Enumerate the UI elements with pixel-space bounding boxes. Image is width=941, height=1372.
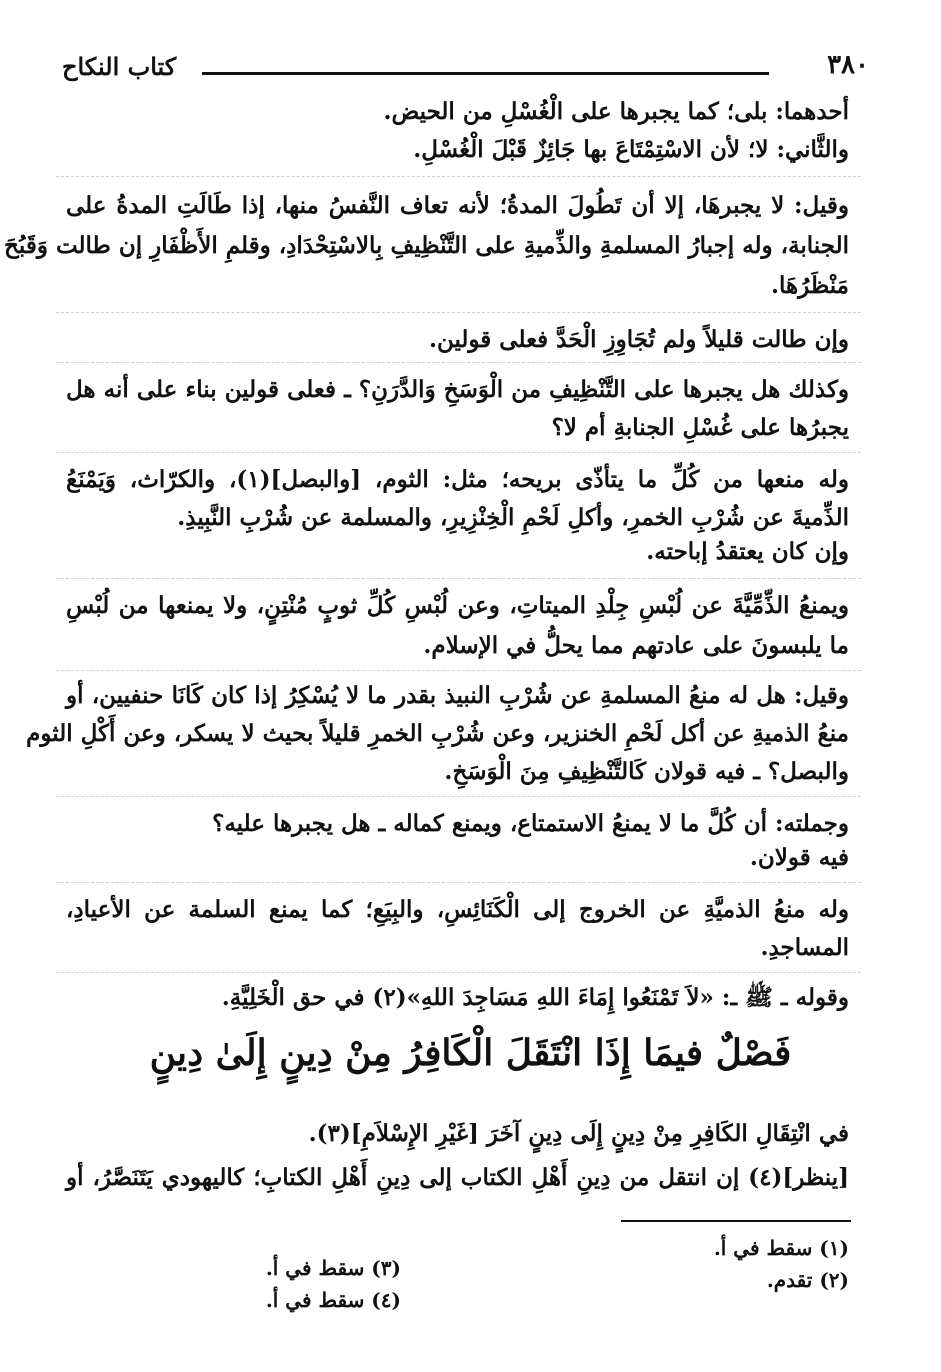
text-line: الجنابة، وله إجبارُ المسلمةِ والذِّميةِ على التَّنْظِيفِ بِالاسْتِحْدَادِ، وقلمِ الأَظْفَارِ إن طالت وَقَبُحَ (4, 232, 849, 259)
text-line: الذِّميةَ عن شُرْبِ الخمرِ، وأكلِ لَحْمِ الْخِنْزِيرِ، والمسلمة عن شُرْبِ النَّبِيذِ. (177, 504, 849, 531)
text-line: فيه قولان. (749, 844, 849, 871)
book-title: كتاب النكاح (62, 52, 177, 81)
text-line: المساجدِ. (760, 934, 849, 961)
paragraph-divider (56, 796, 861, 797)
section-heading: فَصْلٌ فيمَا إِذَا انْتَقَلَ الْكَافِرُ مِنْ دِينٍ إِلَىٰ دِينٍ (149, 1032, 792, 1074)
footnote-3: (٣) سقط في أ. (265, 1256, 401, 1280)
text-line: وله منعُ الذميَّةِ عن الخروج إلى الْكَنَائِسِ، والبِيَعِ؛ كما يمنع السلمة عن الأعيادِ، (66, 896, 849, 923)
footnote-1: (١) سقط في أ. (713, 1236, 849, 1260)
text-line: يجبرُها على غُسْلِ الجنابةِ أم لا؟ (551, 414, 849, 441)
footnote-2: (٢) تقدم. (766, 1268, 849, 1292)
text-line: والثَّاني: لا؛ لأن الاسْتِمْتَاعَ بها جَائِزٌ قَبْلَ الْغُسْلِ. (413, 136, 849, 163)
running-header (62, 50, 869, 90)
footnote-4: (٤) سقط في أ. (265, 1288, 401, 1312)
text-line: وجملته: أن كُلَّ ما لا يمنعُ الاستمتاع، ويمنع كماله ـ هل يجبرها عليه؟ (212, 810, 849, 837)
paragraph-divider (56, 362, 861, 363)
paragraph-divider (56, 312, 861, 313)
footnote-rule (621, 1220, 851, 1222)
text-line: ما يلبسونَ على عادتهم مما يحلُّ في الإسلام. (423, 632, 849, 659)
text-line: وقوله ـ ﷺ ـ: «لاَ تَمْنَعُوا إِمَاءَ اللهِ مَسَاجِدَ اللهِ»(٢) في حق الْخَلِيَّةِ. (221, 984, 849, 1011)
text-line: في انْتِقَالِ الكَافِرِ مِنْ دِينٍ إِلَى دِينٍ آخَرَ [غَيْرِ الإِسْلاَمِ](٣). (308, 1120, 849, 1147)
text-line: [ينظر](٤) إن انتقل من دِينِ أَهْلِ الكتاب إلى دِينِ أَهْلِ الكتابِ؛ كاليهودي يَتَنَصَّرُ، أو (66, 1164, 849, 1191)
paragraph-divider (56, 578, 861, 579)
paragraph-divider (56, 882, 861, 883)
text-line: ويمنعُ الذِّمِّيَّةَ عن لُبْسِ جِلْدِ الميتاتِ، وعن لُبْسِ كُلِّ ثوبٍ مُنْتِنٍ، ولا يمنعها من لُبْسِ (66, 592, 849, 619)
text-line: مَنْظَرُهَا. (771, 272, 849, 299)
text-line: أحدهما: بلى؛ كما يجبرها على الْغُسْلِ من الحيض. (383, 98, 849, 125)
text-line: وإن كان يعتقدُ إباحته. (646, 538, 849, 565)
paragraph-divider (56, 176, 861, 177)
header-rule (202, 72, 769, 75)
text-line: وقيل: هل له منعُ المسلمةِ عن شُرْبِ النبيذ بقدر ما لا يُسْكِرُ إذا كان كَانَا حنفيين، أو (66, 682, 849, 709)
text-line: وإن طالت قليلاً ولم تُجَاوِزِ الْحَدَّ فعلى قولين. (428, 326, 849, 353)
paragraph-divider (56, 972, 861, 973)
paragraph-divider (56, 670, 861, 671)
text-line: والبصل؟ ـ فيه قولان كَالتَّنْظِيفِ مِنَ الْوَسَخِ. (444, 758, 849, 785)
text-line: وله منعها من كُلِّ ما يتأذّى بريحه؛ مثل: الثوم، [والبصل](١)، والكرّاث، وَيَمْنَعُ (66, 466, 850, 493)
text-line: منعُ الذميةِ عن أكل لَحْمِ الخنزير، وعن شُرْبِ الخمرِ قليلاً بحيث لا يسكر، وعن أَكْلِ الثوم (26, 720, 849, 747)
text-line: وقيل: لا يجبرهَا، إلا أن تَطُولَ المدةُ؛ لأنه تعاف النَّفسُ منها، إذا طَالَتِ المدةُ على (66, 192, 849, 219)
paragraph-divider (56, 452, 861, 453)
page-number: ٣٨٠ (827, 50, 869, 80)
text-line: وكذلك هل يجبرها على التَّنْظِيفِ من الْوَسَخِ وَالدَّرَنِ؟ ـ فعلى قولين بناء على أنه هل (66, 376, 849, 403)
